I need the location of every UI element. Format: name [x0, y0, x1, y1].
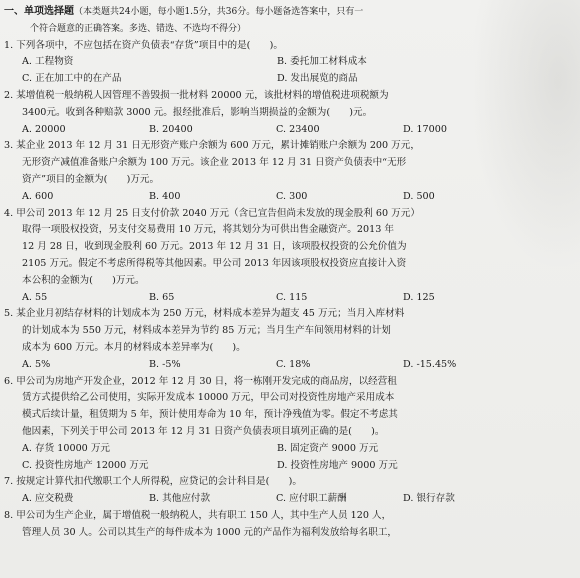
- options-row: [4, 189, 572, 206]
- answer-option: B. 委托加工材料成本: [277, 56, 367, 68]
- question-stem-line: 2105 万元。假定不考虑所得税等其他因素。甲公司 2013 年因该项股权投资应直接计入资: [22, 257, 407, 269]
- answer-option: A. 20000: [22, 123, 66, 135]
- answer-option: D. 500: [403, 190, 435, 202]
- answer-option: A. 55: [22, 291, 48, 303]
- question-2: [4, 88, 572, 138]
- question-stem-line: 5. 某企业月初结存材料的计划成本为 250 万元，材料成本差异为超支 45 万元；当月入库材料: [4, 308, 405, 320]
- section-header: [4, 4, 572, 21]
- options-row: [4, 54, 572, 71]
- answer-option: B. 20400: [149, 123, 193, 135]
- answer-option: D. 发出展览的商品: [277, 73, 358, 85]
- question-stem-line: 资产”项目的金额为( )万元。: [22, 173, 160, 185]
- question-stem-line: 管理人员 30 人。公司以其生产的每件成本为 1000 元的产品作为福利发放给每名职工，: [22, 526, 398, 538]
- question-stem-line: 模式后续计量，租赁期为 5 年，预计使用寿命为 10 年，预计净残值为零。假定不考虑其: [22, 409, 398, 421]
- question-list: [4, 38, 572, 542]
- answer-option: A. 应交税费: [22, 493, 74, 505]
- question-5: [4, 306, 572, 373]
- question-7: [4, 474, 572, 508]
- question-stem-line: 本公积的金额为( )万元。: [22, 274, 145, 286]
- question-stem-line: 3400元。收到各种赔款 3000 元。报经批准后，影响当期损益的金额为( )元。: [22, 106, 373, 118]
- question-4: [4, 206, 572, 307]
- answer-option: D. 125: [403, 291, 435, 303]
- options-row: [4, 71, 572, 88]
- answer-option: A. 工程物资: [22, 56, 74, 68]
- answer-option: C. 115: [276, 291, 308, 303]
- question-6: [4, 374, 572, 475]
- question-stem-line: 12 月 28 日，收到现金股利 60 万元。2013 年 12 月 31 日，该项股权投资的公允价值为: [22, 241, 407, 253]
- answer-option: C. 正在加工中的在产品: [22, 73, 122, 85]
- question-3: [4, 138, 572, 205]
- question-stem-line: 他因素，下列关于甲公司 2013 年 12 月 31 日资产负债表项目填列正确的是( )。: [22, 425, 385, 437]
- answer-option: B. 其他应付款: [149, 493, 211, 505]
- question-stem-line: 8. 甲公司为生产企业，属于增值税一般纳税人，共有职工 150 人，其中生产人员 120 人，: [4, 509, 392, 521]
- answer-option: B. 400: [149, 190, 181, 202]
- answer-option: D. 银行存款: [403, 493, 455, 505]
- options-row: [4, 122, 572, 139]
- answer-option: B. -5%: [149, 358, 181, 370]
- question-stem-line: 1. 下列各项中，不应包括在资产负债表“存货”项目中的是( )。: [4, 39, 283, 51]
- question-stem-line: 的计划成本为 550 万元，材料成本差异为节约 85 万元；当月生产车间领用材料的计划: [22, 325, 391, 337]
- options-row: [4, 357, 572, 374]
- answer-option: C. 投资性房地产 12000 万元: [22, 459, 149, 471]
- question-stem-line: 4. 甲公司 2013 年 12 月 25 日支付价款 2040 万元（含已宣告但尚未发放的现金股利 60 万元）: [4, 207, 420, 219]
- answer-option: D. -15.45%: [403, 358, 457, 370]
- options-row: [4, 441, 572, 458]
- question-stem-line: 成本为 600 万元。本月的材料成本差异率为( )。: [22, 341, 246, 353]
- options-row: [4, 290, 572, 307]
- answer-option: B. 65: [149, 291, 175, 303]
- answer-option: D. 17000: [403, 123, 447, 135]
- answer-option: C. 23400: [276, 123, 320, 135]
- answer-option: C. 18%: [276, 358, 311, 370]
- question-8: [4, 508, 572, 542]
- answer-option: A. 600: [22, 190, 54, 202]
- section-note-line1: （本类题共24小题，每小题1.5分，共36分。每小题备选答案中，只有一: [74, 7, 364, 17]
- answer-option: B. 固定资产 9000 万元: [277, 442, 379, 454]
- answer-option: A. 存货 10000 万元: [22, 442, 111, 454]
- question-stem-line: 7. 按规定计算代扣代缴职工个人所得税，应贷记的会计科目是( )。: [4, 476, 302, 488]
- question-stem-line: 2. 某增值税一般纳税人因管理不善毁损一批材料 20000 元，该批材料的增值税进项税额为: [4, 89, 389, 101]
- question-stem-line: 取得一项股权投资，另支付交易费用 10 万元，将其划分为可供出售金融资产。2013 年: [22, 224, 394, 236]
- answer-option: C. 应付职工薪酬: [276, 493, 347, 505]
- question-stem-line: 赁方式提供给乙公司使用，实际开发成本 10000 万元，甲公司对投资性房地产采用成本: [22, 392, 395, 404]
- section-note-line2: 个符合题意的正确答案。多选、错选、不选均不得分）: [30, 23, 247, 34]
- answer-option: A. 5%: [22, 358, 51, 370]
- document-content: [4, 4, 572, 542]
- section-heading: 一、单项选择题: [4, 6, 74, 17]
- question-stem-line: 无形资产减值准备账户余额为 100 万元。该企业 2013 年 12 月 31 日资产负债表中“无形: [22, 157, 407, 169]
- question-stem-line: 3. 某企业 2013 年 12 月 31 日无形资产账户余额为 600 万元，累计摊销账户余额为 200 万元，: [4, 140, 420, 152]
- options-row: [4, 491, 572, 508]
- question-stem-line: 6. 甲公司为房地产开发企业，2012 年 12 月 30 日，将一栋刚开发完成的商品房，以经营租: [4, 375, 397, 387]
- options-row: [4, 458, 572, 475]
- question-1: [4, 38, 572, 88]
- answer-option: C. 300: [276, 190, 308, 202]
- answer-option: D. 投资性房地产 9000 万元: [277, 459, 398, 471]
